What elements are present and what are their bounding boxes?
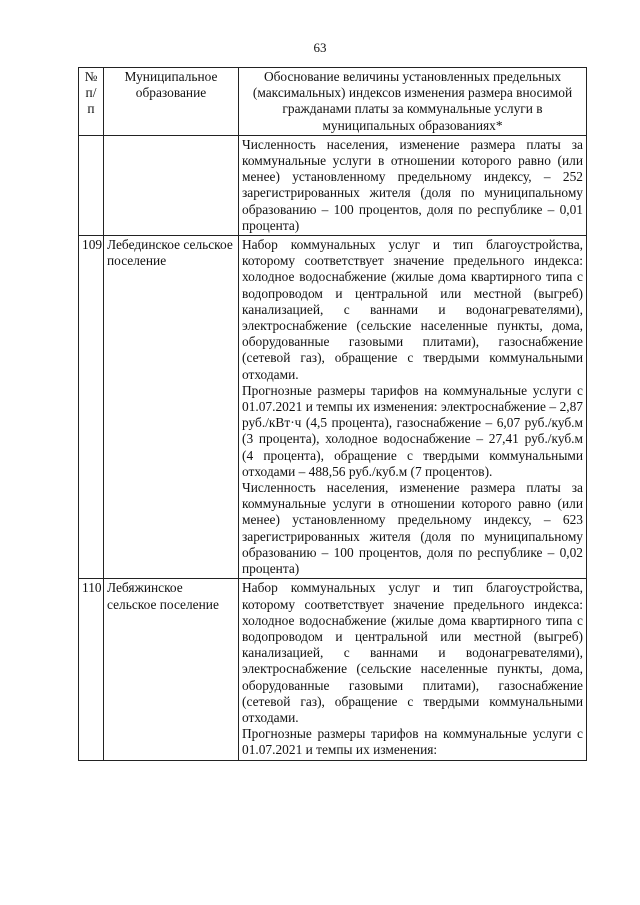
table-row: [79, 135, 587, 235]
row-number: 109: [79, 236, 104, 579]
tariff-table: [78, 67, 587, 761]
row-number: 110: [79, 579, 104, 760]
row-municipality: [104, 135, 239, 235]
basis-paragraph: Численность населения, изменение размера платы за коммунальные услуги в отношении которого равно (или менее) установленному предельному индексу, – 252 зарегистрированных жителя (доля по муниципальному образованию – 100 процентов, доля по республике – 0,01 процента): [242, 136, 583, 233]
table-row: [79, 236, 587, 579]
table-header-row: [79, 68, 587, 136]
row-number: [79, 135, 104, 235]
basis-paragraph: Прогнозные размеры тарифов на коммунальные услуги с 01.07.2021 и темпы их изменения:: [242, 726, 583, 758]
basis-paragraph: Набор коммунальных услуг и тип благоустройства, которому соответствует значение предельного индекса: холодное водоснабжение (жилые дома квартирного типа с водопроводом и центральной или местной (выгреб) канализацией, с ваннами и водонагревателями), электроснабжение (сельские населенные пункты, дома, оборудованные газовыми плитами), газоснабжение (сетевой газ), обращение с твердыми коммунальными отходами.: [242, 237, 583, 382]
row-municipality: Лебяжинское сельское поселение: [104, 579, 239, 760]
row-basis: [239, 236, 587, 579]
row-basis: [239, 579, 587, 760]
basis-paragraph: Набор коммунальных услуг и тип благоустройства, которому соответствует значение предельного индекса: холодное водоснабжение (жилые дома квартирного типа с водопроводом и центральной или местной (выгреб) канализацией, с ваннами и водонагревателями), электроснабжение (сельские населенные пункты, дома, оборудованные газовыми плитами), газоснабжение (сетевой газ), обращение с твердыми коммунальными отходами.: [242, 580, 583, 725]
table-row: [79, 579, 587, 760]
header-number: № п/п: [79, 68, 104, 136]
header-municipality: Муниципальное образование: [104, 68, 239, 136]
basis-paragraph: Численность населения, изменение размера платы за коммунальные услуги в отношении которого равно (или менее) установленному предельному индексу, – 623 зарегистрированных жителя (доля по муниципальному образованию – 100 процентов, доля по республике – 0,02 процента): [242, 480, 583, 577]
row-municipality: Лебединское сельское поселение: [104, 236, 239, 579]
header-basis: Обоснование величины установленных предельных (максимальных) индексов изменения размера вносимой гражданами платы за коммунальные услуги в муниципальных образованиях*: [239, 68, 587, 136]
basis-paragraph: Прогнозные размеры тарифов на коммунальные услуги с 01.07.2021 и темпы их изменения: электроснабжение – 2,87 руб./кВт·ч (4,5 процента), газоснабжение – 6,07 руб./куб.м (3 процента), холодное водоснабжение – 27,41 руб./куб.м (4 процента), обращение с твердыми коммунальными отходами – 488,56 руб./куб.м (7 процентов).: [242, 382, 583, 479]
row-basis: [239, 135, 587, 235]
page-number: 63: [313, 40, 327, 55]
